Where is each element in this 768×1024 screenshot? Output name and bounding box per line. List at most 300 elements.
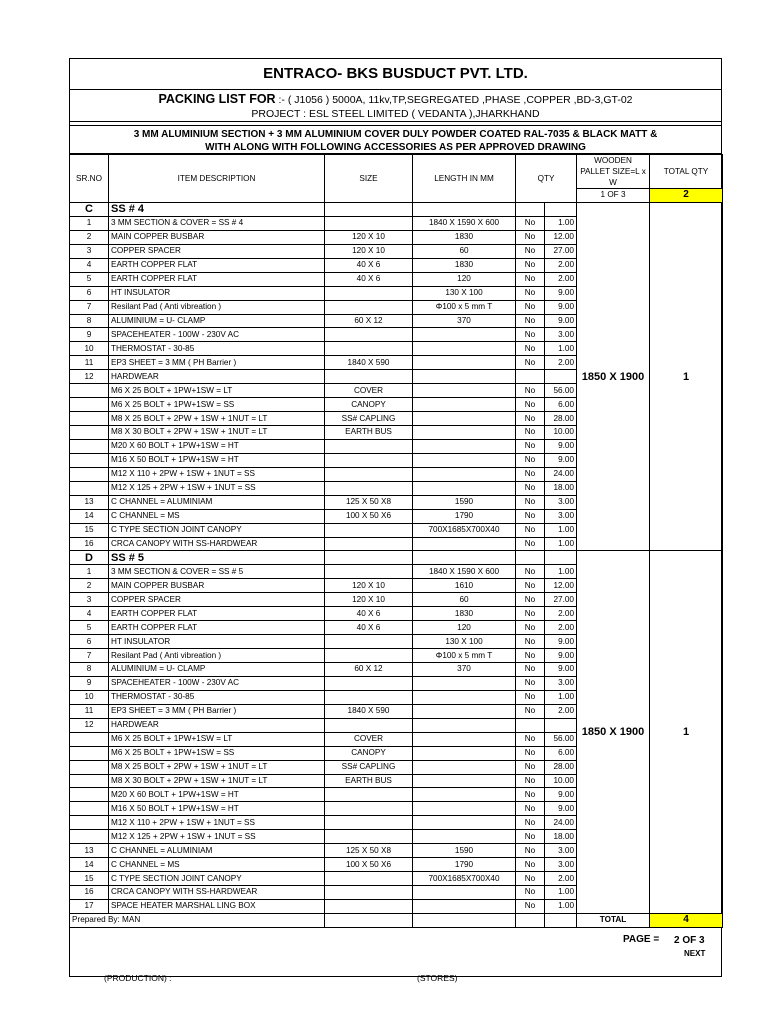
packing-list-header <box>70 90 721 122</box>
row-length: 370 <box>413 314 516 328</box>
row-item: EARTH COPPER FLAT <box>109 272 325 286</box>
row-length: 370 <box>413 663 516 677</box>
row-item: CRCA CANOPY WITH SS-HARDWEAR <box>109 886 325 900</box>
row-qty: 2.00 <box>545 607 577 621</box>
row-item: HT INSULATOR <box>109 635 325 649</box>
row-unit: No <box>516 537 545 551</box>
row-qty: 9.00 <box>545 649 577 663</box>
row-unit <box>516 718 545 732</box>
row-item: HT INSULATOR <box>109 286 325 300</box>
row-length <box>413 384 516 398</box>
row-item: MAIN COPPER BUSBAR <box>109 579 325 593</box>
row-item: ALUMINIUM = U- CLAMP <box>109 663 325 677</box>
row-length <box>413 886 516 900</box>
row-length: 1840 X 1590 X 600 <box>413 216 516 230</box>
pallet-total-top: 2 <box>650 189 723 203</box>
row-size <box>325 439 413 453</box>
row-unit: No <box>516 230 545 244</box>
header-item: ITEM DESCRIPTION <box>109 155 325 203</box>
row-item: M6 X 25 BOLT + 1PW+1SW = LT <box>109 732 325 746</box>
row-size: SS# CAPLING <box>325 760 413 774</box>
row-qty: 9.00 <box>545 314 577 328</box>
row-size <box>325 830 413 844</box>
row-size: 1840 X 590 <box>325 356 413 370</box>
row-size <box>325 676 413 690</box>
row-size: CANOPY <box>325 398 413 412</box>
section-letter: D <box>70 551 109 565</box>
row-unit: No <box>516 830 545 844</box>
row-length <box>413 676 516 690</box>
row-item: M8 X 25 BOLT + 2PW + 1SW + 1NUT = LT <box>109 412 325 426</box>
row-length <box>413 342 516 356</box>
row-item: EARTH COPPER FLAT <box>109 258 325 272</box>
row-item: EP3 SHEET = 3 MM ( PH Barrier ) <box>109 704 325 718</box>
material-note <box>70 126 721 154</box>
pallet-qty: 1 <box>650 202 723 551</box>
row-length <box>413 704 516 718</box>
row-qty: 9.00 <box>545 802 577 816</box>
row-length: 1790 <box>413 509 516 523</box>
row-size: 40 X 6 <box>325 607 413 621</box>
row-srno: 13 <box>70 844 109 858</box>
row-length <box>413 412 516 426</box>
row-length: 130 X 100 <box>413 635 516 649</box>
stores-label: (STORES) <box>417 972 458 983</box>
row-srno: 1 <box>70 216 109 230</box>
row-srno: 2 <box>70 230 109 244</box>
row-qty: 2.00 <box>545 258 577 272</box>
pallet-size: 1850 X 1900 <box>577 202 650 551</box>
row-unit: No <box>516 802 545 816</box>
total-value: 4 <box>650 914 723 928</box>
row-item: M12 X 125 + 2PW + 1SW + 1NUT = SS <box>109 481 325 495</box>
row-item: M12 X 110 + 2PW + 1SW + 1NUT = SS <box>109 816 325 830</box>
row-srno: 15 <box>70 872 109 886</box>
row-length: 120 <box>413 621 516 635</box>
row-item: ALUMINIUM = U- CLAMP <box>109 314 325 328</box>
row-size <box>325 872 413 886</box>
row-size: 60 X 12 <box>325 314 413 328</box>
row-size <box>325 481 413 495</box>
row-unit: No <box>516 858 545 872</box>
material-note-line1: 3 MM ALUMINIUM SECTION + 3 MM ALUMINIUM COVER DULY POWDER COATED RAL-7035 & BLACK MATT & <box>133 129 658 140</box>
row-unit: No <box>516 509 545 523</box>
row-size <box>325 690 413 704</box>
row-size: EARTH BUS <box>325 774 413 788</box>
row-srno <box>70 830 109 844</box>
row-srno <box>70 426 109 440</box>
row-srno: 4 <box>70 607 109 621</box>
row-item: M20 X 60 BOLT + 1PW+1SW = HT <box>109 788 325 802</box>
row-unit: No <box>516 690 545 704</box>
row-srno: 7 <box>70 649 109 663</box>
row-srno: 6 <box>70 286 109 300</box>
row-size <box>325 467 413 481</box>
row-unit: No <box>516 607 545 621</box>
row-srno <box>70 732 109 746</box>
row-qty: 10.00 <box>545 426 577 440</box>
row-qty: 9.00 <box>545 635 577 649</box>
packing-list-label: PACKING LIST FOR <box>158 92 276 106</box>
row-srno: 9 <box>70 676 109 690</box>
row-length <box>413 774 516 788</box>
row-item: THERMOSTAT - 30-85 <box>109 690 325 704</box>
row-unit: No <box>516 412 545 426</box>
pallet-qty: 1 <box>650 551 723 913</box>
row-qty: 18.00 <box>545 481 577 495</box>
row-item: EP3 SHEET = 3 MM ( PH Barrier ) <box>109 356 325 370</box>
row-length <box>413 802 516 816</box>
row-size: 100 X 50 X6 <box>325 509 413 523</box>
row-srno: 16 <box>70 537 109 551</box>
pallet-size: 1850 X 1900 <box>577 551 650 913</box>
row-size <box>325 537 413 551</box>
row-length <box>413 328 516 342</box>
row-unit: No <box>516 774 545 788</box>
row-length: Φ100 x 5 mm T <box>413 300 516 314</box>
row-qty: 12.00 <box>545 579 577 593</box>
section-letter: C <box>70 202 109 216</box>
table-header-row <box>70 155 723 189</box>
row-unit: No <box>516 565 545 579</box>
row-qty: 6.00 <box>545 398 577 412</box>
row-srno <box>70 398 109 412</box>
row-srno <box>70 802 109 816</box>
row-size: 120 X 10 <box>325 579 413 593</box>
row-qty: 28.00 <box>545 412 577 426</box>
row-item: M8 X 25 BOLT + 2PW + 1SW + 1NUT = LT <box>109 760 325 774</box>
packing-list-detail: :- ( J1056 ) 5000A, 11kv,TP,SEGREGATED ,PHASE ,COPPER ,BD-3,GT-02 <box>275 94 633 106</box>
row-srno <box>70 788 109 802</box>
row-srno: 11 <box>70 704 109 718</box>
row-srno: 15 <box>70 523 109 537</box>
row-srno <box>70 412 109 426</box>
row-unit: No <box>516 328 545 342</box>
row-unit: No <box>516 300 545 314</box>
row-size <box>325 565 413 579</box>
row-qty: 9.00 <box>545 663 577 677</box>
row-size <box>325 718 413 732</box>
row-length: 1590 <box>413 495 516 509</box>
row-length: 1830 <box>413 258 516 272</box>
row-length <box>413 732 516 746</box>
header-total: TOTAL QTY <box>650 155 723 189</box>
row-size <box>325 635 413 649</box>
row-item: C CHANNEL = MS <box>109 509 325 523</box>
packing-table <box>69 154 723 914</box>
row-length: 1830 <box>413 607 516 621</box>
row-qty: 9.00 <box>545 788 577 802</box>
row-srno: 9 <box>70 328 109 342</box>
row-length: 1830 <box>413 230 516 244</box>
row-item: EARTH COPPER FLAT <box>109 607 325 621</box>
row-unit: No <box>516 663 545 677</box>
row-srno: 14 <box>70 509 109 523</box>
row-qty: 9.00 <box>545 286 577 300</box>
row-size: 40 X 6 <box>325 621 413 635</box>
row-qty: 1.00 <box>545 537 577 551</box>
row-unit: No <box>516 258 545 272</box>
row-srno: 10 <box>70 690 109 704</box>
row-length <box>413 481 516 495</box>
row-srno <box>70 746 109 760</box>
row-item: M6 X 25 BOLT + 1PW+1SW = SS <box>109 398 325 412</box>
row-length <box>413 899 516 913</box>
row-qty: 56.00 <box>545 732 577 746</box>
row-length <box>413 398 516 412</box>
row-size <box>325 649 413 663</box>
row-srno: 11 <box>70 356 109 370</box>
row-length <box>413 467 516 481</box>
row-srno <box>70 481 109 495</box>
row-unit: No <box>516 844 545 858</box>
row-length <box>413 356 516 370</box>
row-size <box>325 453 413 467</box>
page-footer <box>70 928 721 988</box>
row-srno: 12 <box>70 718 109 732</box>
row-qty: 1.00 <box>545 216 577 230</box>
row-qty: 3.00 <box>545 509 577 523</box>
row-item: 3 MM SECTION & COVER = SS # 4 <box>109 216 325 230</box>
row-unit: No <box>516 398 545 412</box>
row-item: M8 X 30 BOLT + 2PW + 1SW + 1NUT = LT <box>109 426 325 440</box>
row-srno: 8 <box>70 663 109 677</box>
row-unit: No <box>516 314 545 328</box>
row-qty: 3.00 <box>545 495 577 509</box>
row-srno <box>70 760 109 774</box>
row-qty: 3.00 <box>545 858 577 872</box>
row-srno <box>70 384 109 398</box>
footer-prepared-row <box>70 914 723 928</box>
pallet-of: 1 OF 3 <box>577 189 650 203</box>
row-length <box>413 788 516 802</box>
row-size: CANOPY <box>325 746 413 760</box>
row-qty: 10.00 <box>545 774 577 788</box>
row-item: EARTH COPPER FLAT <box>109 621 325 635</box>
section-header-row <box>70 202 723 216</box>
row-item: C CHANNEL = ALUMINIAM <box>109 844 325 858</box>
row-qty: 9.00 <box>545 439 577 453</box>
row-srno: 16 <box>70 886 109 900</box>
row-item: M8 X 30 BOLT + 2PW + 1SW + 1NUT = LT <box>109 774 325 788</box>
row-item: M6 X 25 BOLT + 1PW+1SW = SS <box>109 746 325 760</box>
row-qty: 1.00 <box>545 899 577 913</box>
row-unit: No <box>516 676 545 690</box>
row-srno: 7 <box>70 300 109 314</box>
row-length: 700X1685X700X40 <box>413 872 516 886</box>
row-item: M20 X 60 BOLT + 1PW+1SW = HT <box>109 439 325 453</box>
row-size: SS# CAPLING <box>325 412 413 426</box>
row-unit: No <box>516 481 545 495</box>
row-qty: 2.00 <box>545 356 577 370</box>
row-unit: No <box>516 649 545 663</box>
row-qty: 3.00 <box>545 844 577 858</box>
row-item: Resilant Pad ( Anti vibreation ) <box>109 300 325 314</box>
row-size <box>325 802 413 816</box>
row-qty: 1.00 <box>545 523 577 537</box>
row-qty: 9.00 <box>545 453 577 467</box>
row-size <box>325 886 413 900</box>
row-item: M12 X 125 + 2PW + 1SW + 1NUT = SS <box>109 830 325 844</box>
row-item: MAIN COPPER BUSBAR <box>109 230 325 244</box>
row-item: C CHANNEL = MS <box>109 858 325 872</box>
row-srno <box>70 467 109 481</box>
row-size: 125 X 50 X8 <box>325 495 413 509</box>
row-unit <box>516 370 545 384</box>
row-srno: 3 <box>70 593 109 607</box>
row-qty: 2.00 <box>545 872 577 886</box>
row-item: COPPER SPACER <box>109 244 325 258</box>
row-item: CRCA CANOPY WITH SS-HARDWEAR <box>109 537 325 551</box>
row-srno <box>70 816 109 830</box>
row-qty: 2.00 <box>545 272 577 286</box>
row-qty: 24.00 <box>545 467 577 481</box>
row-qty: 1.00 <box>545 565 577 579</box>
row-size <box>325 286 413 300</box>
row-size <box>325 300 413 314</box>
row-length <box>413 816 516 830</box>
row-length: Φ100 x 5 mm T <box>413 649 516 663</box>
row-qty: 27.00 <box>545 593 577 607</box>
row-unit: No <box>516 788 545 802</box>
row-unit: No <box>516 621 545 635</box>
row-size <box>325 816 413 830</box>
row-unit: No <box>516 732 545 746</box>
row-length: 1610 <box>413 579 516 593</box>
header-srno: SR.NO <box>70 155 109 203</box>
row-length <box>413 439 516 453</box>
row-srno: 12 <box>70 370 109 384</box>
total-label: TOTAL <box>577 914 650 928</box>
row-length: 1590 <box>413 844 516 858</box>
row-length <box>413 718 516 732</box>
row-unit: No <box>516 342 545 356</box>
row-length: 120 <box>413 272 516 286</box>
row-item: M16 X 50 BOLT + 1PW+1SW = HT <box>109 802 325 816</box>
row-size <box>325 899 413 913</box>
row-qty <box>545 370 577 384</box>
row-length <box>413 453 516 467</box>
row-length <box>413 760 516 774</box>
row-length <box>413 370 516 384</box>
row-size: 120 X 10 <box>325 244 413 258</box>
row-srno: 14 <box>70 858 109 872</box>
company-title: ENTRACO- BKS BUSDUCT PVT. LTD. <box>70 59 721 90</box>
row-size: 1840 X 590 <box>325 704 413 718</box>
material-note-line2: WITH ALONG WITH FOLLOWING ACCESSORIES AS PER APPROVED DRAWING <box>205 142 586 153</box>
row-item: C CHANNEL = ALUMINIAM <box>109 495 325 509</box>
row-size: EARTH BUS <box>325 426 413 440</box>
row-unit: No <box>516 593 545 607</box>
header-qty: QTY <box>516 155 577 203</box>
row-unit: No <box>516 704 545 718</box>
row-item: M12 X 110 + 2PW + 1SW + 1NUT = SS <box>109 467 325 481</box>
row-size <box>325 788 413 802</box>
row-size <box>325 523 413 537</box>
row-length: 1790 <box>413 858 516 872</box>
row-unit: No <box>516 899 545 913</box>
row-qty: 28.00 <box>545 760 577 774</box>
row-unit: No <box>516 426 545 440</box>
row-unit: No <box>516 356 545 370</box>
row-qty: 27.00 <box>545 244 577 258</box>
row-unit: No <box>516 439 545 453</box>
row-length <box>413 426 516 440</box>
row-qty: 1.00 <box>545 342 577 356</box>
row-qty: 9.00 <box>545 300 577 314</box>
row-item: C TYPE SECTION JOINT CANOPY <box>109 523 325 537</box>
row-item: SPACEHEATER - 100W - 230V AC <box>109 676 325 690</box>
row-unit: No <box>516 523 545 537</box>
row-unit: No <box>516 495 545 509</box>
packing-list-sheet <box>69 58 722 983</box>
row-size: 40 X 6 <box>325 272 413 286</box>
row-length <box>413 746 516 760</box>
row-size: 120 X 10 <box>325 230 413 244</box>
row-unit: No <box>516 760 545 774</box>
row-item: 3 MM SECTION & COVER = SS # 5 <box>109 565 325 579</box>
row-srno: 6 <box>70 635 109 649</box>
row-srno: 13 <box>70 495 109 509</box>
row-unit: No <box>516 384 545 398</box>
row-item: COPPER SPACER <box>109 593 325 607</box>
row-unit: No <box>516 886 545 900</box>
row-item: C TYPE SECTION JOINT CANOPY <box>109 872 325 886</box>
row-item: HARDWEAR <box>109 718 325 732</box>
row-srno: 3 <box>70 244 109 258</box>
row-item: HARDWEAR <box>109 370 325 384</box>
row-length: 60 <box>413 593 516 607</box>
row-unit: No <box>516 635 545 649</box>
section-name: SS # 4 <box>109 202 325 216</box>
row-srno: 10 <box>70 342 109 356</box>
row-srno: 2 <box>70 579 109 593</box>
row-unit: No <box>516 216 545 230</box>
row-size: 100 X 50 X6 <box>325 858 413 872</box>
row-size: 125 X 50 X8 <box>325 844 413 858</box>
row-unit: No <box>516 453 545 467</box>
header-length: LENGTH IN MM <box>413 155 516 203</box>
row-item: M16 X 50 BOLT + 1PW+1SW = HT <box>109 453 325 467</box>
row-srno: 1 <box>70 565 109 579</box>
row-qty: 3.00 <box>545 328 577 342</box>
row-qty: 1.00 <box>545 886 577 900</box>
row-srno <box>70 453 109 467</box>
row-qty: 24.00 <box>545 816 577 830</box>
row-size: 40 X 6 <box>325 258 413 272</box>
row-unit: No <box>516 467 545 481</box>
row-qty: 12.00 <box>545 230 577 244</box>
production-label: (PRODUCTION) : <box>104 972 172 983</box>
row-size <box>325 370 413 384</box>
section-header-row <box>70 551 723 565</box>
row-unit: No <box>516 872 545 886</box>
row-srno: 5 <box>70 621 109 635</box>
section-name: SS # 5 <box>109 551 325 565</box>
row-length <box>413 537 516 551</box>
row-srno: 5 <box>70 272 109 286</box>
project-line: PROJECT : ESL STEEL LIMITED ( VEDANTA ),JHARKHAND <box>251 108 540 120</box>
page-value: 2 OF 3 <box>674 934 705 946</box>
row-qty: 2.00 <box>545 621 577 635</box>
row-qty: 6.00 <box>545 746 577 760</box>
row-length <box>413 830 516 844</box>
prepared-by: Prepared By: MAN <box>70 914 325 928</box>
row-qty: 3.00 <box>545 676 577 690</box>
row-qty <box>545 718 577 732</box>
header-size: SIZE <box>325 155 413 203</box>
row-qty: 1.00 <box>545 690 577 704</box>
